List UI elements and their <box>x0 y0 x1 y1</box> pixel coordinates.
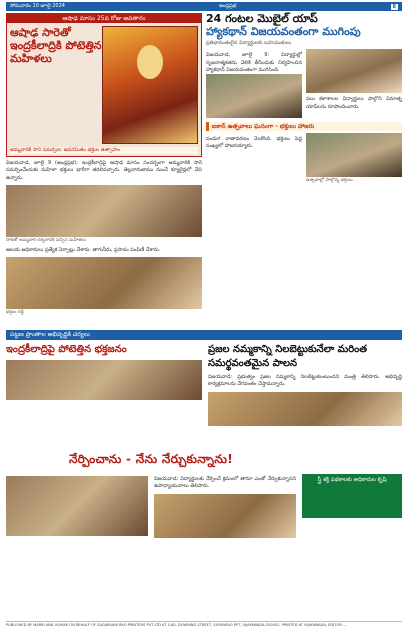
goddess-photo <box>102 26 198 144</box>
mid-left-photo <box>6 360 202 400</box>
mid-right-body: విజయవాడ: ప్రభుత్వం ప్రజల నమ్మకాన్ని నిలబెట్టుకుంటుందని మంత్రి తెలిపారు. అభివృద్ధి కార్యక్రమాలను వేగవంతం చేస్తామన్నారు. <box>208 374 402 388</box>
mid-right-photo <box>208 392 402 426</box>
students-photo <box>306 49 402 93</box>
right-story-columns <box>206 49 402 118</box>
mid-right-headline: ప్రజల నమ్మకాన్ని నిలబెట్టుకునేలా మరింత సమర్థవంతమైన పాలన <box>208 344 368 369</box>
green-callout: స్త్రీ శక్తి పథకాలకు అధికారుల కృషి <box>302 474 402 518</box>
bottom-body: విజయవాడ: విద్యార్థులకు నేర్పించే క్రమంలో తానూ ఎంతో నేర్చుకున్నానని ఉపాధ్యాయురాలు తెలిపారు. <box>154 476 296 490</box>
teacher-photo <box>6 476 148 536</box>
section-strip: ఐకాన్ ఉత్సవాలు ఘనంగా - భక్తులు హాజరు <box>206 122 402 131</box>
right-subhead: ప్రతిభావంతులైన విద్యార్థులకు బహుమతులు <box>206 40 292 47</box>
photo-caption-2: భక్తుల రద్దీ <box>6 310 24 315</box>
bottom-headline: నేర్పించాను - నేను నేర్చుకున్నాను! <box>68 452 234 466</box>
lead-headline: ఆషాఢ సారెతో ఇంద్రకీలాద్రికి పోటెత్తిన మహిళలు <box>10 26 102 66</box>
lead-body: విజయవాడ, జూలై 9 (ఆంధ్రప్రభ): ఇంద్రకీలాద్రిపై ఆషాఢ మాసం సందర్భంగా అమ్మవారికి సారె సమర్పించేందుకు మహిళా భక్తులు భారీగా తరలివచ్చారు. తెల్లవారుజాము నుంచే క్యూలైన్లలో వేచి ఉన్నారు. <box>6 160 202 181</box>
right-column <box>206 13 402 184</box>
right-headline-a: 24 గంటల మొబైల్ యాప్ <box>206 12 318 25</box>
classroom-photo <box>154 494 296 538</box>
section-banner: పట్టణ ప్రాంతాల అభివృద్ధికి చర్యలు <box>6 330 402 340</box>
page-number: 8 <box>392 3 396 10</box>
lead-body-2: ఆలయ అధికారులు ప్రత్యేక ఏర్పాట్లు చేశారు. తాగునీరు, ప్రసాదం పంపిణీ చేశారు. <box>6 246 161 253</box>
festival-columns <box>206 133 402 184</box>
crowd-photo <box>6 185 202 237</box>
top-bar <box>6 2 402 11</box>
festival-photo <box>306 133 402 177</box>
kicker: ఆషాఢ మాసం 25వ రోజు అవతారం <box>7 14 201 23</box>
lead-subhead: అమ్మవారికి సారె సమర్పణ; అపరమితం భక్తుల ఉత్సాహం <box>10 147 198 154</box>
festival-caption: ఉత్సవాల్లో పాల్గొన్న భక్తులు <box>306 178 353 184</box>
devotees-photo <box>6 257 202 309</box>
paper-name: ఆంధ్రప్రభ <box>219 3 237 9</box>
mid-left-headline: ఇంద్రకీలాద్రిపై పోటెత్తిన భక్తజనం <box>6 344 127 355</box>
date: సోమవారం 10 జూలై 2024 <box>10 3 65 9</box>
middle-section <box>6 330 402 426</box>
lead-story-box <box>6 13 202 157</box>
photo-caption: సారెతో అమ్మవారి దర్శనానికి వచ్చిన మహిళలు <box>6 237 87 243</box>
imprint-footer: PUBLISHED BY MARRI ANIL KUMAR ON BEHALF OF SAGARVANI RAO PRINTERS PVT LTD AT 1/40, DOWNING STREET, SURYARAO PET, VIJAYAWADA-520002. PRINTED AT VIJAYAWADA, EDITOR: ... <box>6 621 402 628</box>
festival-body: పండుగ వాతావరణం నెలకొంది. భక్తులు పెద్ద సంఖ్యలో హాజరయ్యారు. <box>206 136 302 150</box>
right-headline <box>206 13 402 38</box>
hackathon-photo <box>206 74 302 118</box>
right-body-2: పలు కళాశాలల విద్యార్థులు పాల్గొని వినూత్న యాప్‌లను రూపొందించారు. <box>306 96 402 110</box>
left-column <box>6 13 202 316</box>
right-body-1: విజయవాడ, జూలై 9: విద్యార్థుల్లో సృజనాత్మకతను వెలికి తీసేందుకు నిర్వహించిన హ్యాకథాన్ విజయవంతంగా ముగిసింది. <box>206 52 302 73</box>
right-headline-b: హ్యాకథాన్ విజయవంతంగా ముగింపు <box>206 24 361 38</box>
